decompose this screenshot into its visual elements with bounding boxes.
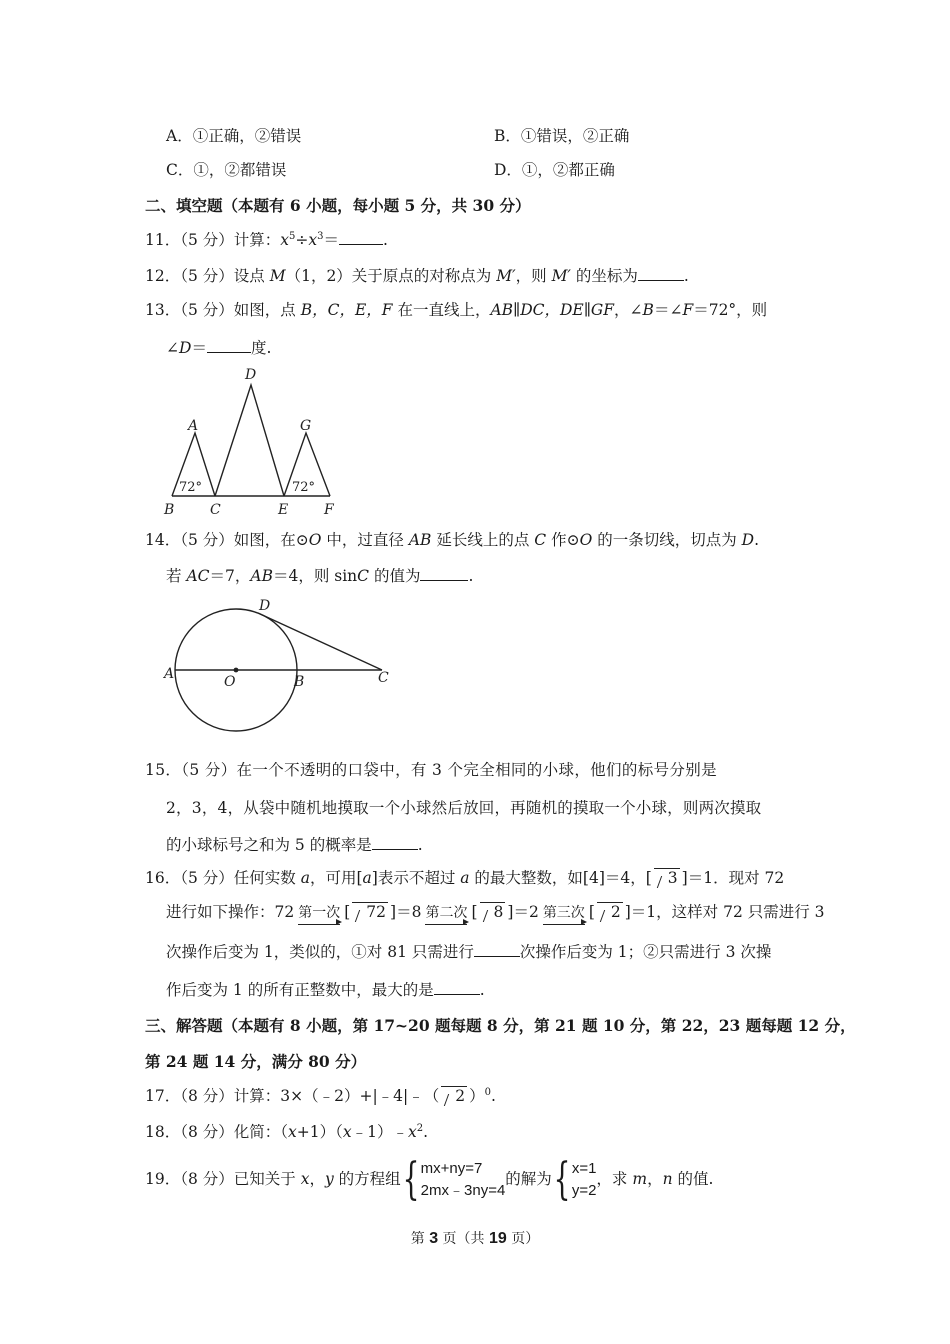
question-13-line2: ∠D＝ 度. — [166, 339, 272, 357]
operation-arrow-2: 第二次 — [421, 906, 471, 925]
question-15-line3: 的小球标号之和为 5 的概率是 . — [166, 836, 423, 854]
angle-b-label: 72° — [179, 480, 203, 495]
sqrt-8: 8 — [480, 902, 506, 921]
question-19: 19．（8 分）已知关于 x，y 的方程组{ mx+ny=7 2mx﹣3ny=4 的解为{ x=1 y=2 ，求 m，n 的值. — [145, 1154, 714, 1205]
tangent-dc — [258, 613, 382, 670]
brace-left: { — [553, 1154, 571, 1205]
question-15-line2: 2，3，4，从袋中随机地摸取一个小球然后放回，再随机的摸取一个小球，则两次摸取 — [166, 799, 762, 817]
label-d: D — [245, 367, 257, 383]
section-2-title: 二、填空题（本题有 6 小题，每小题 5 分，共 30 分） — [145, 196, 531, 215]
question-18: 18．（8 分）化简：$(x+1)(x﹣1)﹣x^2$. — [145, 1123, 429, 1141]
label-d: D — [259, 598, 271, 614]
question-12: 12．（5 分）设点 M（1，2）关于原点的对称点为 M′，则 M′ 的坐标为 . — [145, 267, 689, 285]
answer-blank — [420, 566, 468, 581]
question-17: 17．（8 分）计算：3×（﹣2）+|﹣4|﹣（ 2 ）$^0$. — [145, 1087, 496, 1105]
question-11: 11．（5 分）计算：$x^5\div x^3=$ . — [145, 231, 388, 249]
question-16-line3: 次操作后变为 1，类似的，①对 81 只需进行 次操作后变为 1；②只需进行 3 次操 — [166, 943, 772, 961]
label-e: E — [278, 502, 289, 518]
section-3-title-line2: 第 24 题 14 分，满分 80 分） — [145, 1052, 367, 1071]
figure-14-circle-tangent — [160, 594, 400, 734]
operation-arrow-1: 第一次 — [294, 906, 344, 925]
label-c: C — [210, 502, 221, 518]
question-16-line1: 16．（5 分）任何实数 a，可用[a]表示不超过 a 的最大整数，如[4]＝4，[ 3 ]＝1．现对 72 — [145, 869, 785, 887]
option-a: A．①正确，②错误 — [166, 127, 302, 145]
answer-blank — [434, 980, 480, 995]
sqrt-3: 3 — [654, 868, 680, 887]
answer-blank — [372, 835, 418, 850]
answer-blank — [474, 942, 520, 957]
option-b: B．①错误，②正确 — [494, 127, 630, 145]
answer-blank — [638, 266, 684, 281]
equation-system: mx+ny=7 2mx﹣3ny=4 — [420, 1160, 506, 1199]
question-14-line2: 若 AC＝7，AB＝4，则 sinC 的值为 . — [166, 567, 474, 585]
brace-left: { — [402, 1154, 420, 1205]
question-16-line2: 进行如下操作：72 第一次 [ 72 ]＝8 第二次 [ 8 ]＝2 第三次 [ 2 ]＝1，这样对 72 只需进行 3 — [166, 900, 825, 925]
option-c: C．①，②都错误 — [166, 161, 287, 179]
section-3-title-line1: 三、解答题（本题有 8 小题，第 17~20 题每题 8 分，第 21 题 10 分，第 22，23 题每题 12 分， — [145, 1016, 856, 1035]
operation-arrow-3: 第三次 — [539, 906, 589, 925]
question-14-line1: 14．（5 分）如图，在⊙O 中，过直径 AB 延长线上的点 C 作⊙O 的一条切线，切点为 D. — [145, 531, 760, 549]
question-15-line1: 15．（5 分）在一个不透明的口袋中，有 3 个完全相同的小球，他们的标号分别是 — [145, 761, 717, 779]
label-b: B — [164, 502, 175, 518]
answer-blank — [339, 230, 383, 245]
label-c: C — [378, 670, 389, 686]
answer-blank — [207, 338, 251, 353]
center-dot — [234, 668, 239, 673]
figure-13-triangles — [160, 364, 350, 520]
sqrt-2: 2 — [597, 902, 623, 921]
label-g: G — [300, 418, 312, 434]
page-total: 19 — [489, 1230, 507, 1247]
page-number: 3 — [429, 1230, 439, 1247]
label-b: B — [294, 674, 305, 690]
label-f: F — [324, 502, 334, 518]
label-a: A — [188, 418, 199, 434]
page-footer: 第 3 页（共 19 页） — [410, 1230, 540, 1247]
question-16-line4: 作后变为 1 的所有正整数中，最大的是 . — [166, 981, 485, 999]
label-a: A — [164, 666, 175, 682]
question-13-line1: 13．（5 分）如图，点 B，C，E，F 在一直线上，AB∥DC，DE∥GF，∠B＝∠F＝72°，则 — [145, 301, 768, 319]
sqrt-72: 72 — [352, 902, 388, 921]
angle-f-label: 72° — [292, 480, 316, 495]
sqrt-2: 2 — [441, 1086, 467, 1105]
solution-system: x=1 y=2 — [571, 1160, 597, 1199]
option-d: D．①，②都正确 — [494, 161, 615, 179]
triangle-cde — [215, 385, 284, 496]
label-o: O — [224, 674, 236, 690]
